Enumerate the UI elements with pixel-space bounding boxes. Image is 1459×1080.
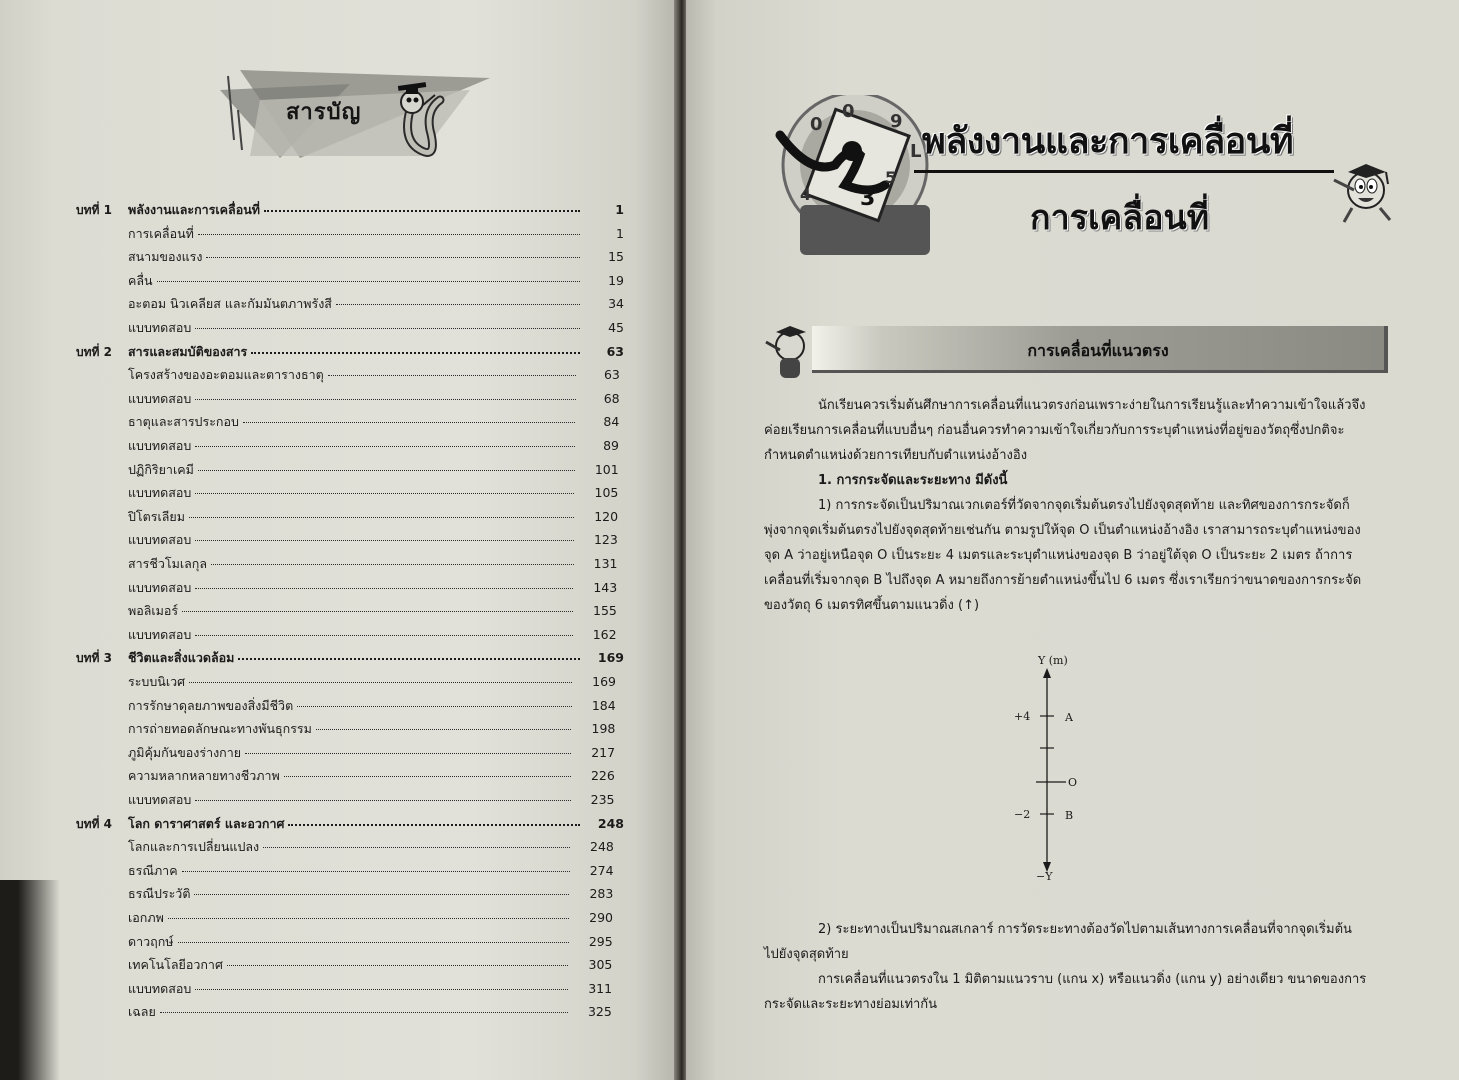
toc-entry-row (0, 270, 640, 292)
point-b-label: B (1065, 809, 1074, 822)
toc-entry-row (0, 954, 640, 976)
neg-y-axis-label: −Y (1036, 870, 1053, 883)
para2-line-2: พุ่งจากจุดเริ่มต้นตรงไปยังจุดสุดท้ายเช่นกัน ตามรูปให้จุด O เป็นตำแหน่งอ้างอิง เราสามารถระบุตำแหน่งของ (764, 523, 1361, 538)
toc-entry-row (0, 482, 640, 504)
toc-entry-row (0, 246, 640, 268)
toc-leader-dots (195, 399, 576, 400)
toc-page-number: 120 (594, 508, 619, 524)
toc-entry-title: การถ่ายทอดลักษณะทางพันธุกรรม (128, 721, 312, 737)
toc-leader-dots (245, 753, 571, 754)
toc-leader-dots (195, 328, 580, 329)
toc-leader-dots (182, 871, 570, 872)
toc-page-number: 283 (589, 886, 614, 902)
toc-entry-title: ปิโตรเลียม (128, 508, 185, 524)
toc-entry-title: สารชีวโมเลกุล (128, 556, 207, 571)
toc-chapter-label: บทที่ 4 (76, 816, 112, 831)
toc-entry-row (0, 506, 640, 528)
toc-entry-title: แบบทดสอบ (128, 792, 192, 807)
toc-entry-row (0, 671, 640, 693)
toc-entry-row (0, 789, 640, 811)
toc-leader-dots (243, 422, 575, 423)
toc-entry-title: แบบทดสอบ (128, 390, 192, 406)
toc-entry-row (0, 765, 640, 787)
toc-entry-row (0, 624, 640, 646)
toc-leader-dots (328, 375, 576, 376)
toc-leader-dots (189, 517, 574, 518)
toc-leader-dots (195, 588, 573, 589)
toc-leader-dots (198, 470, 575, 471)
toc-entry-row (0, 600, 640, 622)
toc-leader-dots (195, 989, 568, 990)
toc-page-number: 305 (588, 957, 613, 973)
para4-line-1: การเคลื่อนที่แนวตรงใน 1 มิติตามแนวราบ (แกน x) หรือแนวดิ่ง (แกน y) อย่างเดียว ขนาดของการ (818, 972, 1367, 987)
svg-text:0: 0 (810, 114, 823, 135)
banner-underline (812, 370, 1388, 373)
toc-page-number: 101 (594, 461, 619, 477)
toc-entry-title: ธรณีภาค (128, 862, 178, 878)
toc-chapter-row (0, 813, 640, 835)
toc-page-number: 68 (603, 390, 620, 406)
tick-label-minus2: −2 (1014, 808, 1031, 821)
toc-leader-dots (264, 210, 580, 212)
toc-entry-title: เอกภพ (128, 910, 164, 925)
toc-entry-row (0, 411, 640, 433)
toc-chapter-row (0, 199, 640, 221)
svg-text:9: 9 (890, 111, 903, 132)
toc-entry-row (0, 388, 640, 410)
toc-leader-dots (189, 682, 572, 683)
toc-entry-title: ชีวิตและสิ่งแวดล้อม (128, 650, 235, 666)
point-a-label: A (1065, 711, 1073, 724)
svg-text:L: L (910, 141, 922, 162)
toc-page-number: 15 (608, 249, 624, 265)
toc-leader-dots (194, 894, 569, 895)
para3-line-1: 2) ระยะทางเป็นปริมาณสเกลาร์ การวัดระยะทางต้องวัดไปตามเส้นทางการเคลื่อนที่จากจุดเริ่มต้น (818, 922, 1352, 937)
toc-page-number: 1 (615, 202, 624, 217)
toc-page-number: 295 (588, 933, 613, 949)
toc-page-number: 45 (608, 320, 624, 335)
tick-label-plus4: +4 (1014, 710, 1031, 723)
toc-entry-title: ธาตุและสารประกอบ (128, 414, 239, 430)
toc-entry-title: อะตอม นิวเคลียส และกัมมันตภาพรังสี (128, 296, 332, 312)
toc-page-number: 63 (606, 343, 624, 359)
toc-page-number: 123 (593, 532, 618, 548)
toc-entry-title: ธรณีประวัติ (128, 886, 191, 902)
toc-header (220, 40, 500, 180)
toc-entry-title: แบบทดสอบ (128, 320, 192, 335)
para2-line-3: จุด A ว่าอยู่เหนือจุด O เป็นระยะ 4 เมตรและระบุตำแหน่งของจุด B ว่าอยู่ใต้จุด O เป็นระยะ 2 เมตร ถ้าการ (764, 548, 1353, 563)
toc-entry-title: โลก ดาราศาสตร์ และอวกาศ (128, 815, 285, 831)
toc-entry-row (0, 529, 640, 551)
toc-leader-dots (263, 847, 570, 848)
toc-page-number: 169 (592, 674, 616, 689)
toc-chapter-label: บทที่ 1 (76, 203, 112, 217)
toc-leader-dots (336, 304, 580, 305)
toc-entry-title: เทคโนโลยีอวกาศ (128, 957, 223, 973)
toc-entry-title: โครงสร้างของอะตอมและตารางธาตุ (128, 367, 324, 383)
toc-entry-row (0, 577, 640, 599)
page-title: สารบัญ (286, 100, 362, 125)
toc-chapter-label: บทที่ 3 (76, 651, 112, 666)
toc-leader-dots (316, 729, 571, 730)
toc-page-number: 131 (593, 556, 618, 571)
svg-text:5: 5 (885, 168, 897, 187)
toc-entry-title: พอลิเมอร์ (128, 603, 179, 619)
toc-leader-dots (182, 611, 573, 612)
toc-page-number: 217 (591, 744, 616, 760)
toc-entry-title: แบบทดสอบ (128, 532, 192, 548)
toc-entry-row (0, 860, 640, 882)
toc-leader-dots (297, 706, 572, 707)
section-title: การเคลื่อนที่ (1030, 198, 1210, 238)
svg-text:3: 3 (860, 186, 876, 211)
toc-entry-row (0, 718, 640, 740)
toc-page-number: 63 (603, 367, 620, 383)
toc-entry-row (0, 931, 640, 953)
toc-entry-row (0, 883, 640, 905)
toc-entry-title: ปฏิกิริยาเคมี (128, 461, 194, 477)
toc-entry-row (0, 553, 640, 575)
title-underline (914, 170, 1334, 173)
toc-leader-dots (157, 281, 580, 282)
toc-entry-title: การเคลื่อนที่ (128, 225, 194, 241)
toc-chapter-label: บทที่ 2 (76, 344, 112, 359)
toc-entry-title: โลกและการเปลี่ยนแปลง (128, 839, 260, 855)
toc-page-number: 89 (603, 438, 619, 453)
svg-text:4: 4 (800, 185, 812, 204)
page-edge-shadow (0, 880, 60, 1080)
toc-leader-dots (195, 540, 574, 541)
toc-entry-title: การรักษาดุลยภาพของสิ่งมีชีวิต (128, 697, 294, 713)
toc-page-number: 184 (591, 697, 616, 713)
toc-entry-row (0, 435, 640, 457)
toc-leader-dots (211, 564, 574, 565)
toc-page-number: 105 (594, 485, 619, 501)
toc-entry-row (0, 695, 640, 717)
toc-page-number: 169 (597, 650, 624, 666)
para2-line-1: 1) การกระจัดเป็นปริมาณเวกเตอร์ที่วัดจากจุดเริ่มต้นตรงไปยังจุดสุดท้าย และทิศของการกระจัดก็ (818, 498, 1350, 513)
para2-line-4: เคลื่อนที่เริ่มจากจุด B ไปถึงจุด A หมายถึงการย้ายตำแหน่งขึ้นไป 6 เมตร ซึ่งเราเรียกว่าขนาดของการกระจัด (764, 573, 1362, 588)
toc-entry-title: เฉลย (128, 1004, 156, 1020)
toc-page-number: 311 (588, 980, 613, 996)
toc-leader-dots (198, 234, 580, 235)
toc-page-number: 248 (590, 839, 614, 855)
toc-entry-row (0, 907, 640, 929)
toc-leader-dots (195, 446, 575, 447)
toc-entry-title: พลังงานและการเคลื่อนที่ (128, 202, 260, 217)
toc-chapter-row (0, 341, 640, 363)
toc-entry-row (0, 317, 640, 339)
toc-leader-dots (195, 493, 574, 494)
toc-leader-dots (227, 965, 568, 966)
svg-text:0: 0 (842, 101, 855, 122)
toc-leader-dots (251, 352, 580, 354)
toc-page-number: 198 (591, 721, 616, 737)
toc-leader-dots (168, 918, 569, 919)
toc-leader-dots (284, 776, 571, 777)
left-page (0, 0, 676, 1080)
toc-entry-title: สนามของแรง (128, 249, 203, 265)
toc-page-number: 143 (593, 579, 618, 595)
toc-entry-title: คลื่น (128, 272, 153, 288)
toc-leader-dots (178, 942, 569, 943)
heading-displacement: 1. การกระจัดและระยะทาง มีดังนี้ (818, 473, 1008, 488)
para2-line-5: ของวัตถุ 6 เมตรทิศขึ้นตามแนวดิ่ง (↑) (764, 598, 980, 613)
chapter-title: พลังงานและการเคลื่อนที่ (922, 121, 1294, 162)
toc-entry-row (0, 1001, 640, 1023)
toc-entry-title: แบบทดสอบ (128, 980, 192, 996)
toc-entry-title: ดาวฤกษ์ (128, 933, 174, 949)
point-o-label: O (1068, 776, 1078, 789)
toc-entry-title: ภูมิคุ้มกันของร่างกาย (128, 744, 242, 760)
toc-entry-row (0, 978, 640, 1000)
para3-line-2: ไปยังจุดสุดท้าย (764, 947, 849, 962)
toc-entry-row (0, 836, 640, 858)
toc-page-number: 235 (590, 792, 615, 807)
toc-page-number: 325 (587, 1004, 612, 1020)
y-axis-diagram (1010, 650, 1100, 890)
toc-leader-dots (195, 800, 571, 801)
toc-leader-dots (288, 824, 580, 826)
para1-line-2: ค่อยเรียนการเคลื่อนที่แบบอื่นๆ ก่อนอื่นควรทำความเข้าใจเกี่ยวกับการระบุตำแหน่งที่อยู่ของวัตถุซึ่งปกติจะ (764, 423, 1345, 438)
para4-line-2: กระจัดและระยะทางย่อมเท่ากัน (764, 997, 938, 1012)
toc-leader-dots (238, 658, 580, 660)
para1-line-1: นักเรียนควรเริ่มต้นศึกษาการเคลื่อนที่แนวตรงก่อนเพราะง่ายในการเรียนรู้และทำความเข้าใจแล้วจึง (818, 398, 1366, 413)
toc-page-number: 19 (608, 272, 624, 288)
toc-entry-title: แบบทดสอบ (128, 438, 192, 453)
toc-page-number: 248 (597, 815, 624, 831)
toc-entry-row (0, 293, 640, 315)
toc-entry-title: แบบทดสอบ (128, 485, 192, 501)
toc-chapter-row (0, 647, 640, 669)
toc-entry-title: สารและสมบัติของสาร (128, 343, 248, 359)
toc-leader-dots (206, 257, 580, 258)
toc-leader-dots (160, 1012, 568, 1013)
toc-page-number: 34 (608, 296, 624, 312)
y-axis-label: Y (m) (1038, 654, 1068, 667)
toc-page-number: 290 (589, 910, 613, 925)
toc-page-number: 274 (589, 862, 614, 878)
toc-page-number: 84 (603, 414, 620, 430)
toc-entry-row (0, 223, 640, 245)
section-banner (812, 326, 1388, 372)
toc-entry-title: ความหลากหลายทางชีวภาพ (128, 768, 280, 784)
toc-entry-row (0, 459, 640, 481)
toc-leader-dots (195, 635, 573, 636)
toc-entry-row (0, 742, 640, 764)
toc-page-number: 1 (616, 225, 624, 241)
toc-page-number: 155 (593, 603, 617, 619)
toc-entry-title: ระบบนิเวศ (128, 674, 186, 689)
toc-page-number: 162 (592, 626, 617, 642)
toc-entry-row (0, 364, 640, 386)
graduate-mascot-icon (1330, 150, 1410, 230)
toc-page-number: 226 (590, 768, 615, 784)
para1-line-3: กำหนดตำแหน่งด้วยการเทียบกับตำแหน่งอ้างอิง (764, 448, 1028, 463)
banner-title: การเคลื่อนที่แนวตรง (1027, 341, 1169, 360)
toc-entry-title: แบบทดสอบ (128, 626, 192, 642)
toc-entry-title: แบบทดสอบ (128, 579, 192, 595)
